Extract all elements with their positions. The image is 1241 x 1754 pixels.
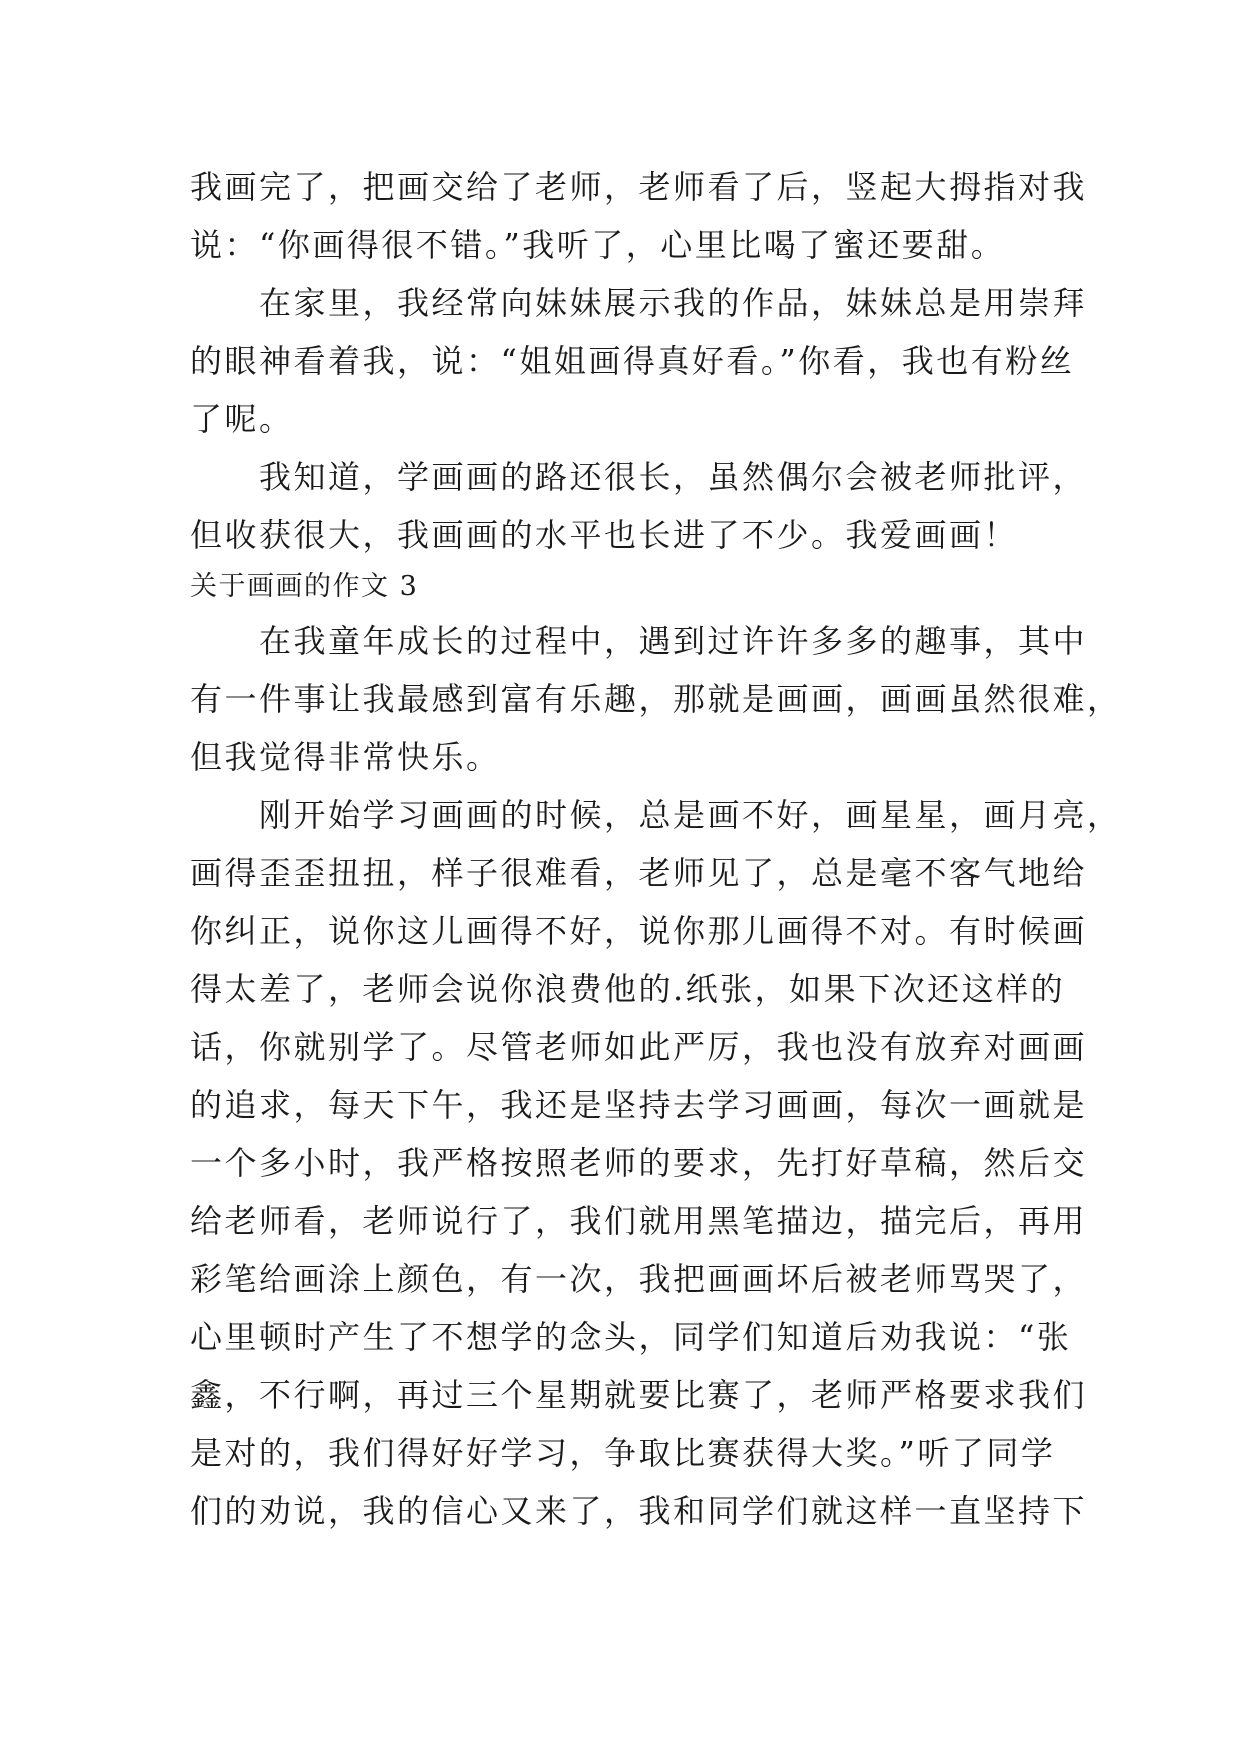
text-line: 在家里，我经常向妹妹展示我的作品，妹妹总是用崇拜 (190, 284, 1088, 322)
text-line: 你纠正，说你这儿画得不好，说你那儿画得不对。有时候画 (190, 912, 1088, 950)
text-line: 但我觉得非常快乐。 (190, 738, 501, 776)
text-line: 刚开始学习画画的时候，总是画不好，画星星，画月亮， (190, 796, 1122, 834)
text-line: 彩笔给画涂上颜色，有一次，我把画画坏后被老师骂哭了， (190, 1260, 1088, 1298)
text-line: 有一件事让我最感到富有乐趣，那就是画画，画画虽然很难， (190, 680, 1122, 718)
essay-body (190, 158, 1122, 1540)
text-line: 但收获很大，我画画的水平也长进了不少。我爱画画！ (190, 516, 1019, 554)
text-line: 说：“你画得很不错。”我听了，心里比喝了蜜还要甜。 (190, 226, 1006, 264)
section-heading: 关于画画的作文 3 (190, 571, 419, 602)
text-line: 的追求，每天下午，我还是坚持去学习画画，每次一画就是 (190, 1086, 1088, 1124)
text-line: 给老师看，老师说行了，我们就用黑笔描边，描完后，再用 (190, 1202, 1088, 1240)
text-line: 一个多小时，我严格按照老师的要求，先打好草稿，然后交 (190, 1144, 1088, 1182)
text-line: 心里顿时产生了不想学的念头，同学们知道后劝我说：“张 (190, 1318, 1072, 1356)
text-line: 们的劝说，我的信心又来了，我和同学们就这样一直坚持下 (190, 1492, 1088, 1530)
text-line: 在我童年成长的过程中，遇到过许许多多的趣事，其中 (190, 622, 1088, 660)
text-line: 画得歪歪扭扭，样子很难看，老师见了，总是毫不客气地给 (190, 854, 1088, 892)
text-line: 我知道，学画画的路还很长，虽然偶尔会被老师批评， (190, 458, 1088, 496)
text-line: 的眼神看着我，说：“姐姐画得真好看。”你看，我也有粉丝 (190, 342, 1075, 380)
text-line: 了呢。 (190, 400, 294, 438)
text-line: 是对的，我们得好好学习，争取比赛获得大奖。”听了同学 (190, 1434, 1056, 1472)
text-line: 我画完了，把画交给了老师，老师看了后，竖起大拇指对我 (190, 168, 1088, 206)
text-line: 鑫，不行啊，再过三个星期就要比赛了，老师严格要求我们 (190, 1376, 1088, 1414)
text-line: 得太差了，老师会说你浪费他的.纸张，如果下次还这样的 (190, 970, 1066, 1008)
text-line: 话，你就别学了。尽管老师如此严厉，我也没有放弃对画画 (190, 1028, 1088, 1066)
